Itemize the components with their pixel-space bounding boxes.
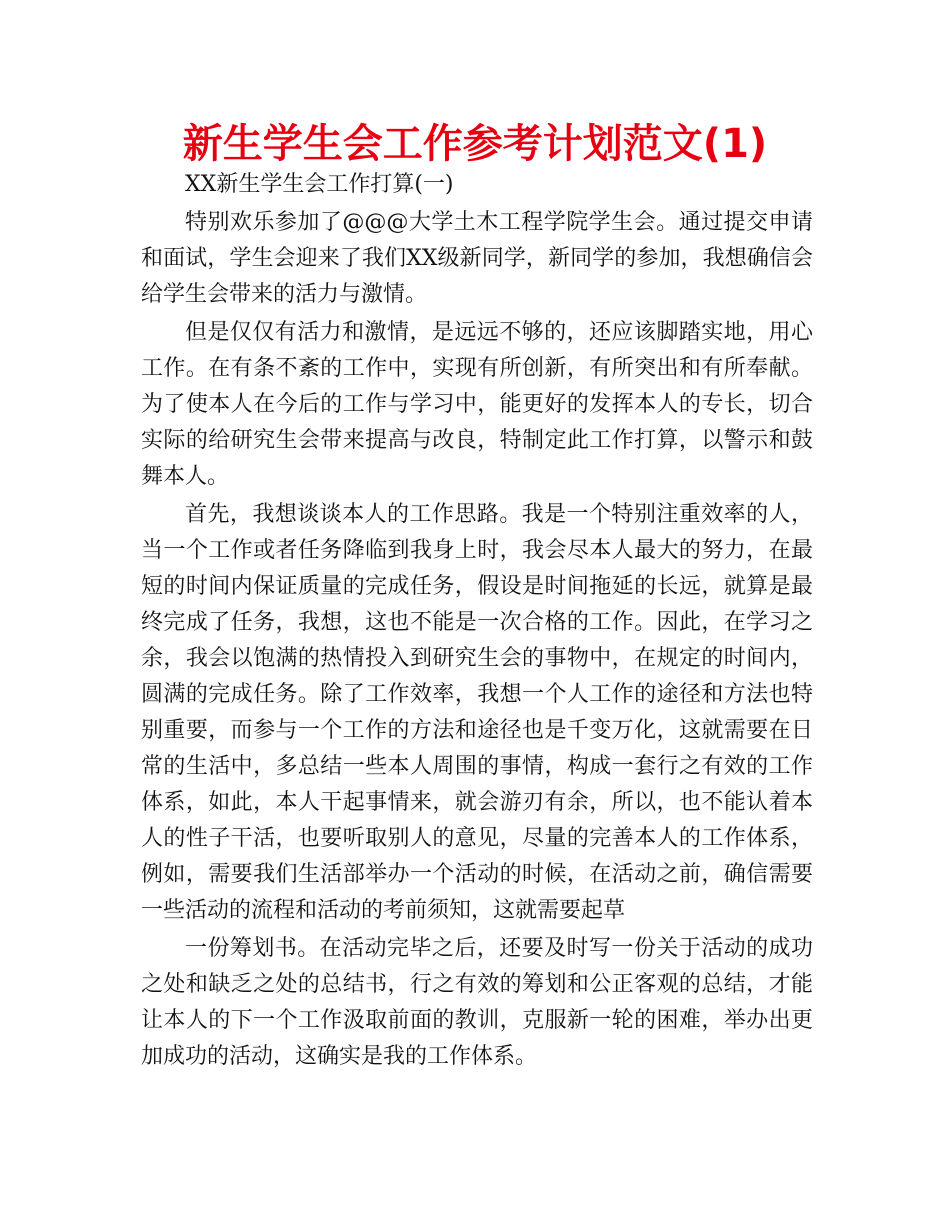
document-body [141, 167, 813, 1075]
document-subtitle: XX新生学生会工作打算(一) [185, 172, 454, 197]
paragraph-3: 首先，我想谈谈本人的工作思路。我是一个特别注重效率的人，当一个工作或者任务降临到我身上时，我会尽本人最大的努力，在最短的时间内保证质量的完成任务，假设是时间拖延的长远，就算是最终完成了任务，我想，这也不能是一次合格的工作。因此，在学习之余，我会以饱满的热情投入到研究生会的事物中，在规定的时间内，圆满的完成任务。除了工作效率，我想一个人工作的途径和方法也特别重要，而参与一个工作的方法和途径也是千变万化，这就需要在日常的生活中，多总结一些本人周围的事情，构成一套行之有效的工作体系，如此，本人干起事情来，就会游刃有余，所以，也不能认着本人的性子干活，也要听取别人的意见，尽量的完善本人的工作体系，例如，需要我们生活部举办一个活动的时候，在活动之前，确信需要一些活动的流程和活动的考前须知，这就需要起草 [141, 502, 813, 923]
paragraph-4: 一份筹划书。在活动完毕之后，还要及时写一份关于活动的成功之处和缺乏之处的总结书，行之有效的筹划和公正客观的总结，才能让本人的下一个工作汲取前面的教训，克服新一轮的困难，举办出更加成功的活动，这确实是我的工作体系。 [141, 936, 813, 1069]
page-title: 新生学生会工作参考计划范文(1) [182, 121, 768, 167]
paragraph-2: 但是仅仅有活力和激情，是远远不够的，还应该脚踏实地，用心工作。在有条不紊的工作中，实现有所创新，有所突出和有所奉献。为了使本人在今后的工作与学习中，能更好的发挥本人的专长，切合实际的给研究生会带来提高与改良，特制定此工作打算，以警示和鼓舞本人。 [141, 320, 813, 489]
paragraph-1: 特别欢乐参加了@@@大学土木工程学院学生会。通过提交申请和面试，学生会迎来了我们XX级新同学，新同学的参加，我想确信会给学生会带来的活力与激情。 [141, 210, 813, 307]
